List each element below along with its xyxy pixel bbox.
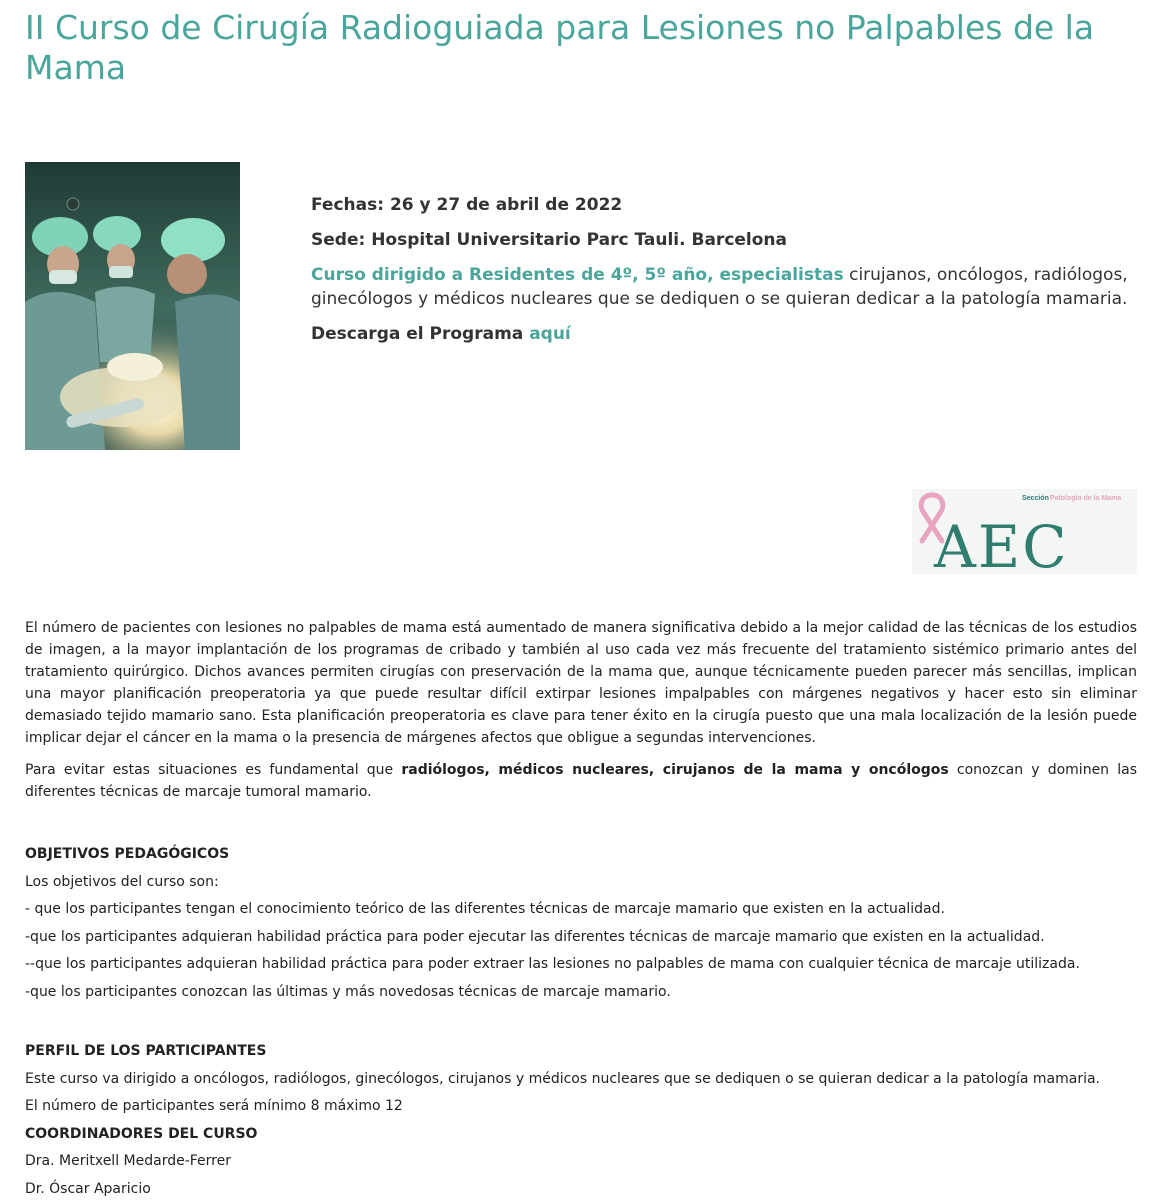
objetivos-heading: OBJETIVOS PEDAGÓGICOS [25, 846, 230, 862]
objetivos-intro: Los objetivos del curso son: [25, 873, 219, 890]
intro-paragraph-2-bold: radiólogos, médicos nucleares, cirujanos de la mama y oncólogos [401, 762, 949, 778]
objetivo-item: - que los participantes tengan el conocimiento teórico de las diferentes técnicas de marcaje mamario que existen en la actualidad. [25, 901, 945, 917]
aec-logo [912, 489, 1137, 574]
logo-letters: AEC [934, 513, 1069, 574]
course-venue: Sede: Hospital Universitario Parc Tauli. Barcelona [311, 230, 787, 250]
coordinador-name: Dra. Meritxell Medarde-Ferrer [25, 1153, 231, 1169]
course-dates: Fechas: 26 y 27 de abril de 2022 [311, 195, 623, 215]
download-program-link[interactable]: aquí [529, 324, 571, 344]
objetivo-item: -que los participantes conozcan las últimas y más novedosas técnicas de marcaje mamario. [25, 983, 671, 1000]
coordinadores-heading: COORDINADORES DEL CURSO [25, 1125, 258, 1142]
course-info [311, 193, 1137, 357]
perfil-heading: PERFIL DE LOS PARTICIPANTES [25, 1043, 267, 1059]
course-audience [311, 263, 1137, 311]
intro-paragraph-1: El número de pacientes con lesiones no palpables de mama está aumentado de manera significativa debido a la mejor calidad de las técnicas de los estudios de imagen, a la mayor implantación de los programas de cribado y también al uso cada vez más frecuente del tratamiento sistémico primario antes del tratamiento quirúrgico. Dichos avances permiten cirugías con preservación de la mama que, aunque técnicamente pueden parecer más sencillas, implican una mayor planificación preoperatoria ya que puede resultar difícil extirpar lesiones impalpables con márgenes negativos y hacer esto sin eliminar demasiado tejido mamario sano. Esta planificación preoperatoria es clave para tener éxito en la cirugía puesto que una mala localización de la lesión puede implicar dejar el cáncer en la mama o la presencia de márgenes afectos que obligue a segundas intervenciones. [25, 620, 1137, 746]
perfil-section [25, 1038, 1137, 1200]
coordinador-name: Dr. Óscar Aparicio [25, 1180, 151, 1197]
logo-section-prefix: Sección [1022, 495, 1049, 502]
objetivo-item: -que los participantes adquieran habilidad práctica para poder ejecutar las diferentes técnicas de marcaje mamario que existen en la actualidad. [25, 928, 1045, 945]
perfil-description: Este curso va dirigido a oncólogos, radiólogos, ginecólogos, cirujanos y médicos nucleares que se dediquen o se quieran dedicar a la patología mamaria. [25, 1070, 1100, 1087]
audience-rest: cirujanos, oncólogos, radiólogos, ginecólogos y médicos nucleares que se dediquen o se quieran dedicar a la patología mamaria. [311, 265, 1128, 309]
logo-section-name: Patología de la Mama [1050, 495, 1122, 502]
download-program [311, 322, 1137, 346]
objetivo-item: --que los participantes adquieran habilidad práctica para poder extraer las lesiones no palpables de mama con cualquier técnica de marcaje utilizada. [25, 956, 1080, 972]
intro-paragraph-2: Para evitar estas situaciones es fundamental que radiólogos, médicos nucleares, cirujanos de la mama y oncólogos conozcan y dominen las diferentes técnicas de marcaje tumoral mamario. [25, 762, 1137, 800]
intro-text [25, 617, 1137, 813]
page-title: II Curso de Cirugía Radioguiada para Lesiones no Palpables de la Mama [25, 8, 1095, 87]
perfil-numero: El número de participantes será mínimo 8 máximo 12 [25, 1098, 403, 1114]
download-label: Descarga el Programa [311, 324, 530, 344]
audience-highlight: Curso dirigido a Residentes de 4º, 5º año, especialistas [311, 265, 844, 285]
objetivos-section [25, 841, 1137, 1006]
surgery-photo [25, 162, 240, 450]
